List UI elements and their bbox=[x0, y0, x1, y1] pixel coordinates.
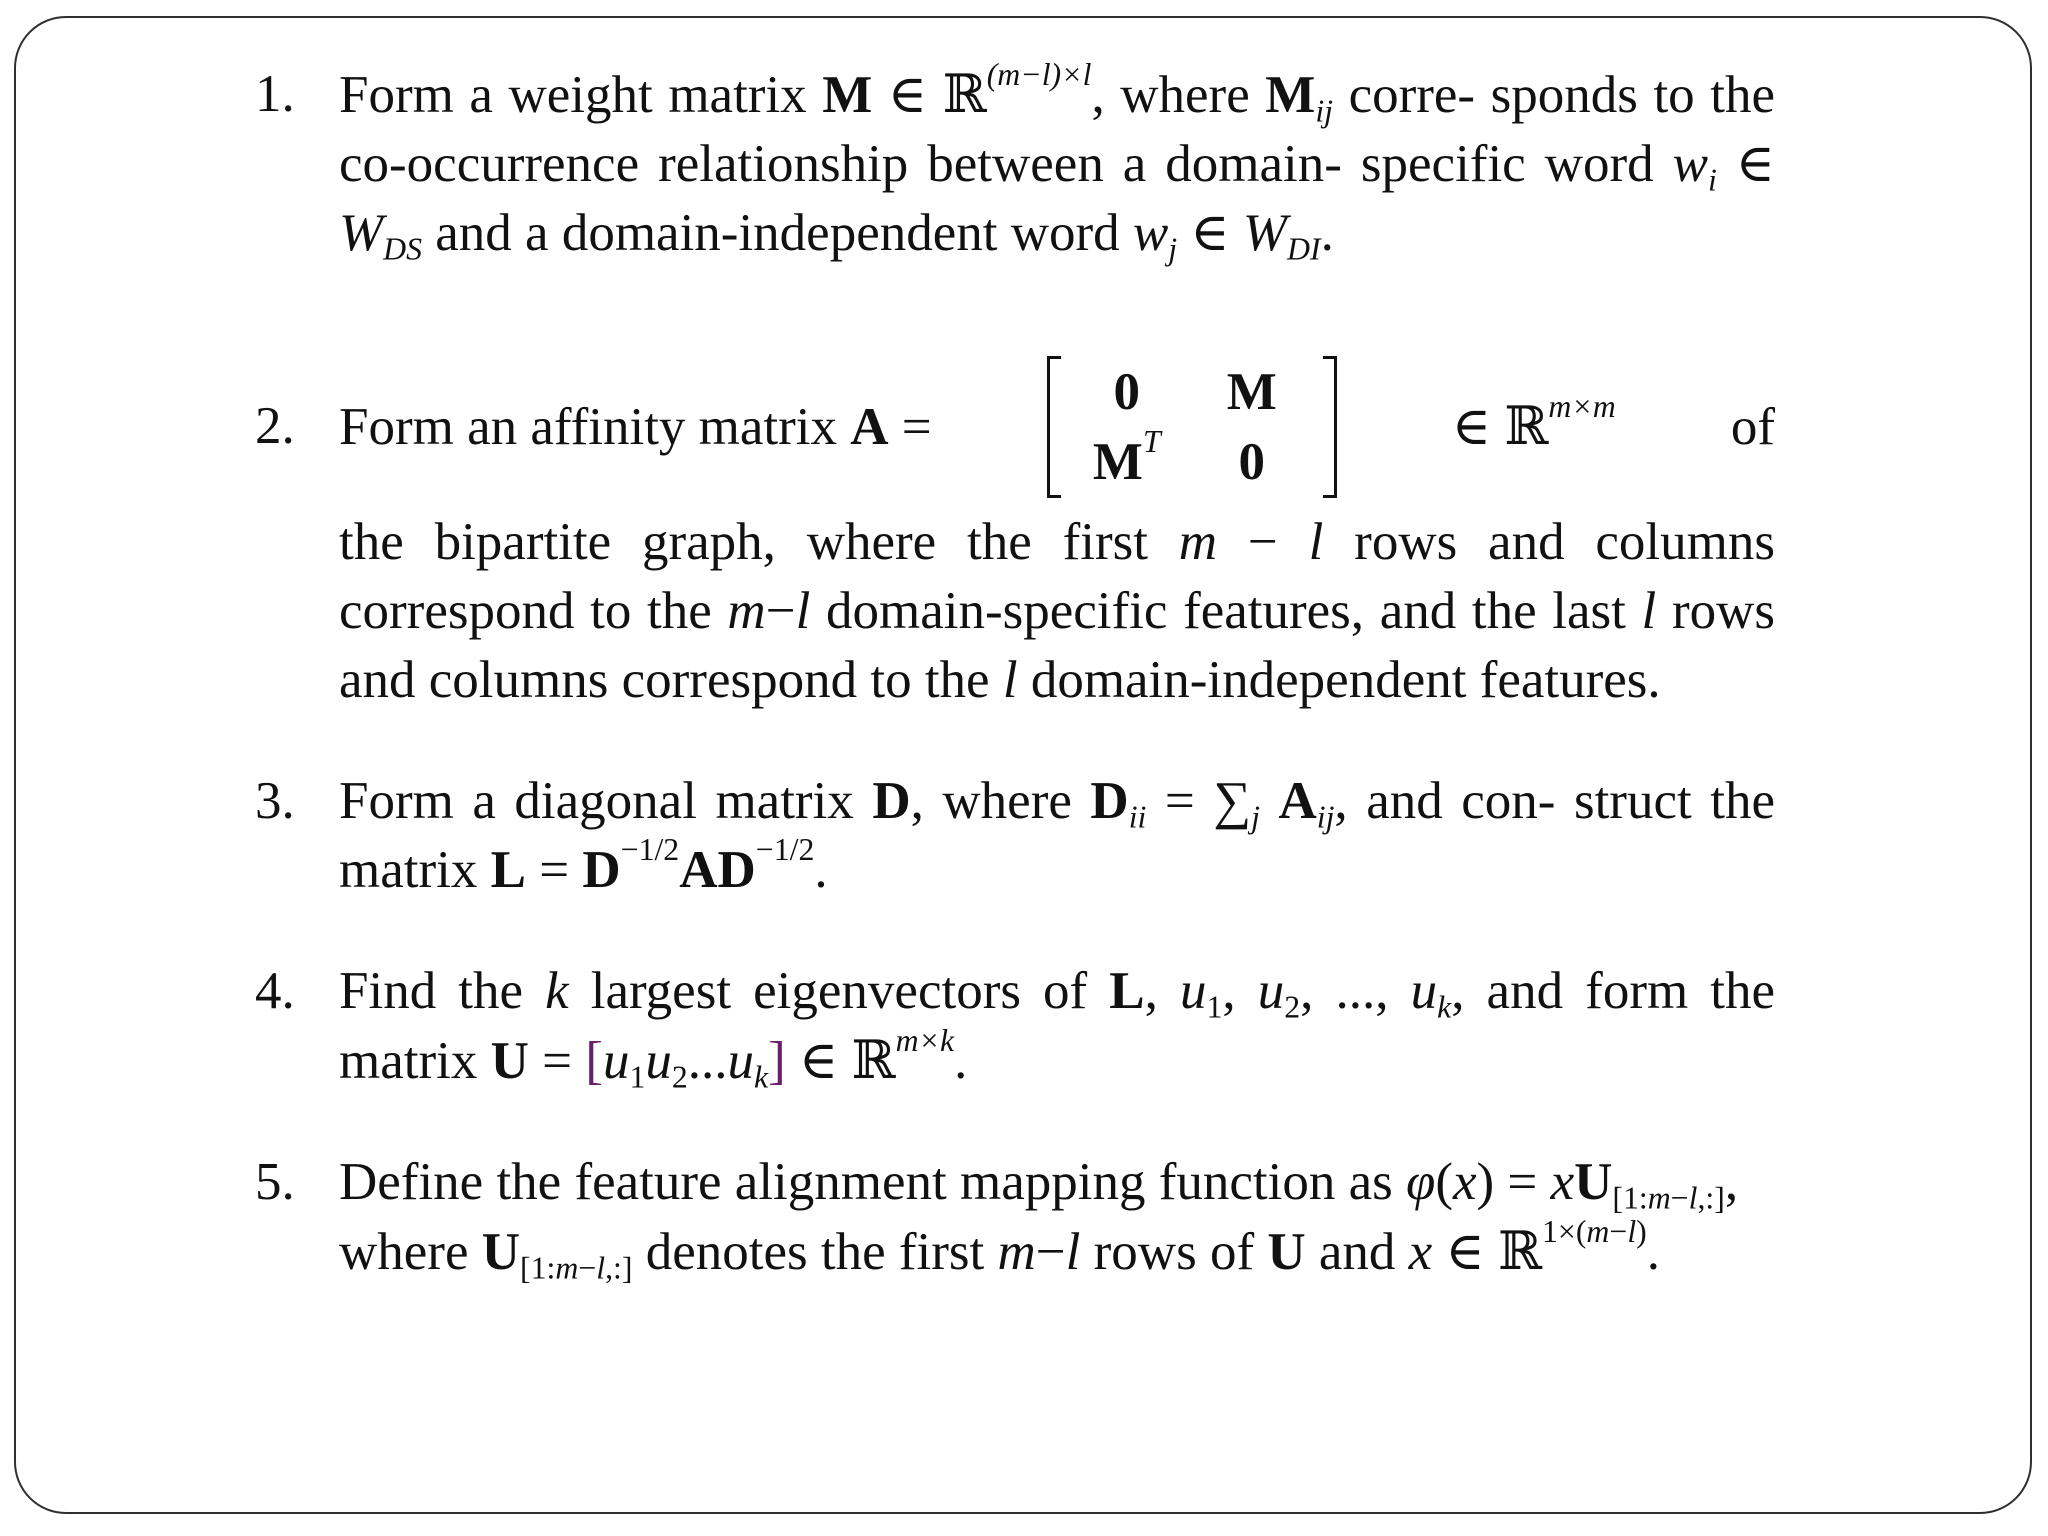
step-text: Form a diagonal matrix D, where $D_{ii} = \sum_j$ $A_{ij}$, and con- struct the matrix $L = D^{-1/2}AD^{-1/2}$. bbox=[339, 772, 1775, 899]
step-text: Form an affinity matrix A = 0 M $M^T$ 0 ∈ ℝ$^{m\times m}$ of the bipartite graph, where the first m − l rows and columns correspond to the m−l domain-specific features, and the last l rows and columns correspond to the l domain-independent features. bbox=[339, 346, 1775, 715]
step-text: Define the feature alignment mapping function as $\varphi(x) = xU_{[1:m-l,:]}$, where $U_{[1:m-l,:]}$ denotes the first m−l rows of U and x ∈ ℝ$^{1\times(m-l)}$. bbox=[339, 1153, 1739, 1286]
step-1 bbox=[255, 56, 1775, 268]
step-number: 2. bbox=[255, 397, 295, 455]
step-5 bbox=[255, 1148, 1775, 1287]
algorithm-steps bbox=[255, 56, 1776, 1287]
step-number: 3. bbox=[255, 772, 295, 830]
step-number: 4. bbox=[255, 962, 295, 1020]
step-number: 5. bbox=[255, 1153, 295, 1211]
math-M: M bbox=[822, 66, 873, 124]
step-3 bbox=[255, 767, 1775, 905]
step-text: Find the k largest eigenvectors of L, $u_1$, $u_2$, ..., $u_k$, and form the matrix $U = [u_1u_2...u_k]$ ∈ ℝ$^{m\times k}$. bbox=[339, 962, 1776, 1095]
step-4 bbox=[255, 957, 1775, 1096]
step-text: Form a weight matrix M ∈ ℝ$^{(m-l)\times l}$, where $M_{ij}$ corre- sponds to the co-occurrence relationship between a domain- specific word $w_i$ ∈ $W_{DS}$ and a domain-independent word $w_j$ ∈ $W_{DI}$. bbox=[339, 56, 1775, 267]
affinity-matrix: 0 M $M^T$ 0 bbox=[1047, 356, 1337, 498]
step-2 bbox=[255, 346, 1775, 715]
step-number: 1. bbox=[255, 65, 295, 123]
